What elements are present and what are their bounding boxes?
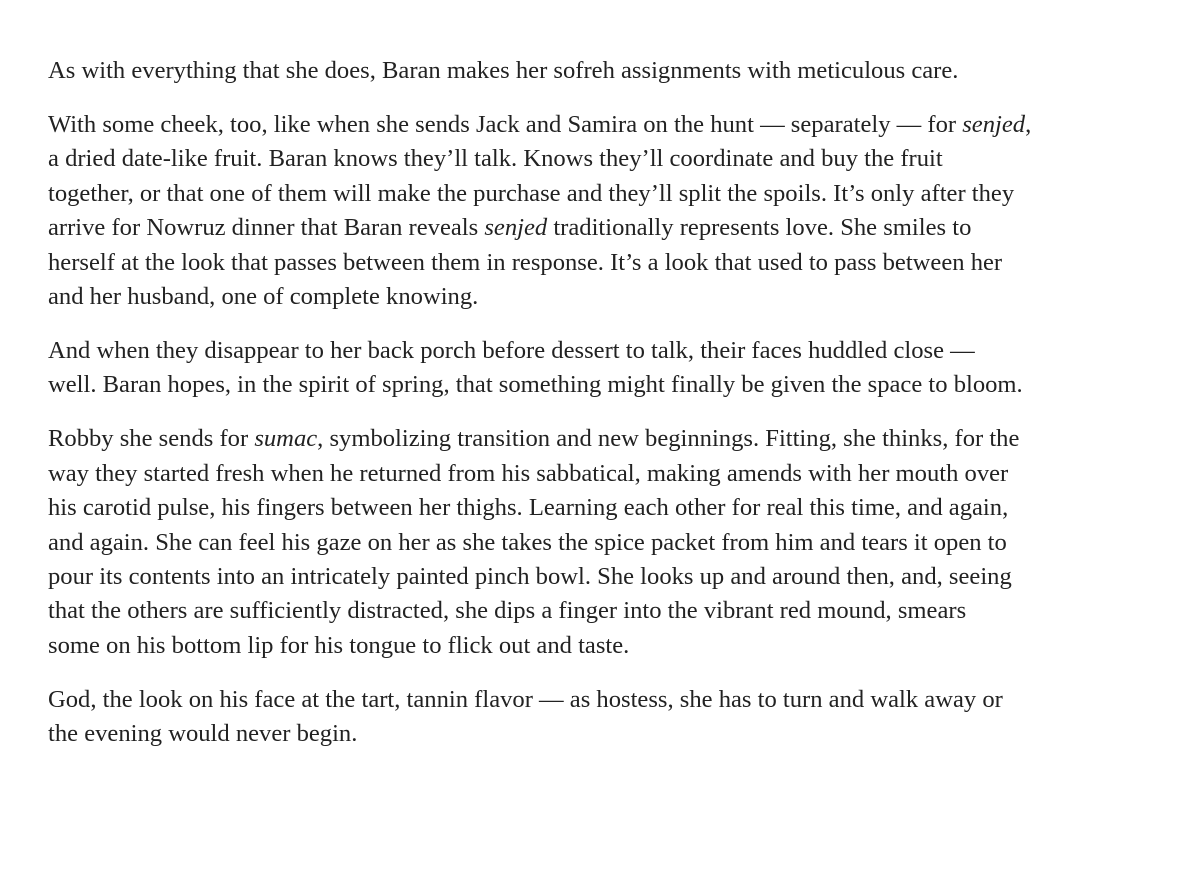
text-line	[48, 457, 1170, 491]
paragraph	[48, 334, 1170, 403]
text-run: the evening would never begin.	[48, 720, 358, 748]
paragraph	[48, 683, 1170, 752]
text-run: And when they disappear to her back porch before dessert to talk, their faces huddled close —	[48, 337, 975, 365]
text-run: herself at the look that passes between them in response. It’s a look that used to pass between her	[48, 248, 1003, 276]
text-run: God, the look on his face at the tart, tannin flavor — as hostess, she has to turn and walk away or	[48, 685, 1003, 713]
text-run: traditionally represents love. She smiles to	[547, 214, 972, 242]
italic-term: senjed	[962, 111, 1026, 138]
text-run: Robby she sends for	[48, 425, 255, 453]
text-run: some on his bottom lip for his tongue to flick out and taste.	[48, 631, 630, 659]
text-line	[48, 177, 1170, 211]
text-line	[48, 142, 1170, 176]
text-line	[48, 54, 1170, 88]
paragraph	[48, 422, 1170, 663]
text-line	[48, 368, 1170, 402]
text-line	[48, 717, 1170, 751]
text-line	[48, 280, 1170, 314]
text-run: and again. She can feel his gaze on her as she takes the spice packet from him and tears it open to	[48, 528, 1007, 556]
paragraph	[48, 108, 1170, 314]
text-line	[48, 211, 1170, 245]
text-line	[48, 108, 1170, 142]
text-line	[48, 560, 1170, 594]
text-run: With some cheek, too, like when she sends Jack and Samira on the hunt — separately — for	[48, 111, 963, 138]
text-line	[48, 629, 1170, 663]
text-run: well. Baran hopes, in the spirit of spring, that something might finally be given the space to bloom.	[48, 371, 1023, 399]
article-body	[48, 54, 1170, 752]
italic-term: senjed	[484, 214, 548, 242]
text-line	[48, 594, 1170, 628]
text-line	[48, 526, 1170, 560]
text-run: his carotid pulse, his fingers between her thighs. Learning each other for real this time, and again,	[48, 494, 1009, 522]
text-line	[48, 246, 1170, 280]
text-line	[48, 334, 1170, 368]
text-run: ,	[1025, 111, 1032, 138]
text-run: , symbolizing transition and new beginnings. Fitting, she thinks, for the	[317, 425, 1020, 453]
text-run: pour its contents into an intricately painted pinch bowl. She looks up and around then, and, seeing	[48, 563, 1012, 591]
text-run: As with everything that she does, Baran makes her sofreh assignments with meticulous care.	[48, 57, 959, 84]
italic-term: sumac	[254, 425, 318, 453]
text-run: and her husband, one of complete knowing.	[48, 283, 479, 311]
text-run: that the others are sufficiently distracted, she dips a finger into the vibrant red mound, smears	[48, 597, 967, 625]
text-line	[48, 422, 1170, 456]
paragraph	[48, 54, 1170, 88]
text-run: arrive for Nowruz dinner that Baran reveals	[48, 214, 485, 242]
text-run: together, or that one of them will make the purchase and they’ll split the spoils. It’s only after they	[48, 179, 1015, 207]
text-line	[48, 683, 1170, 717]
text-line	[48, 491, 1170, 525]
text-run: a dried date-like fruit. Baran knows they’ll talk. Knows they’ll coordinate and buy the fruit	[48, 145, 943, 173]
text-run: way they started fresh when he returned from his sabbatical, making amends with her mouth over	[48, 459, 1009, 487]
